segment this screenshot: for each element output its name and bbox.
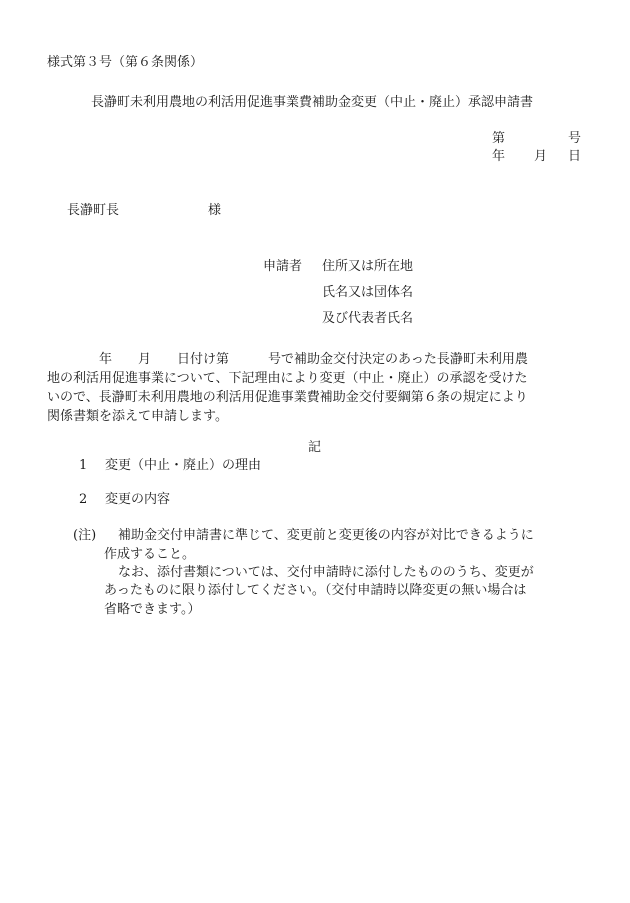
applicant-name-label: 氏名又は団体名 [322, 285, 414, 300]
body-line: 地の利活用促進事業について、下記理由により変更（中止・廃止）の承認を受けた [47, 371, 528, 386]
body-line: 関係書類を添えて申請します。 [47, 409, 228, 424]
applicant-label: 申請者 [263, 259, 303, 274]
body-paragraph [47, 350, 583, 426]
note-line: 作成すること。 [104, 547, 196, 562]
ki-heading: 記 [308, 440, 322, 455]
note-label: (注) [73, 528, 97, 543]
form-number: 様式第３号（第６条関係） [47, 55, 204, 70]
doc-number-label: 第 [492, 131, 506, 146]
applicant-address-label: 住所又は所在地 [322, 259, 414, 274]
document-title: 長瀞町未利用農地の利活用促進事業費補助金変更（中止・廃止）承認申請書 [91, 95, 534, 110]
addressee-name: 長瀞町長 [67, 203, 120, 218]
body-line: いので、長瀞町未利用農地の利活用促進事業費補助金交付要綱第６条の規定により [47, 390, 528, 405]
item-number: 2 [79, 492, 88, 507]
date-year-label: 年 [492, 149, 506, 164]
body-line: 年 月 日付け第 号で補助金交付決定のあった長瀞町未利用農 [47, 352, 528, 367]
addressee-honorific: 様 [208, 203, 222, 218]
applicant-representative-label: 及び代表者氏名 [322, 311, 414, 326]
note-line: あったものに限り添付してください。（交付申請時以降変更の無い場合は [104, 583, 527, 598]
doc-number-suffix: 号 [568, 131, 582, 146]
date-day-label: 日 [568, 149, 582, 164]
item-text: 変更の内容 [105, 492, 171, 507]
item-number: 1 [79, 458, 88, 473]
note-line: 省略できます。） [104, 602, 201, 617]
date-month-label: 月 [534, 149, 548, 164]
note-line: 補助金交付申請書に準じて、変更前と変更後の内容が対比できるように [118, 528, 534, 543]
item-text: 変更（中止・廃止）の理由 [105, 458, 262, 473]
note-line: なお、添付書類については、交付申請時に添付したもののうち、変更が [118, 565, 534, 580]
